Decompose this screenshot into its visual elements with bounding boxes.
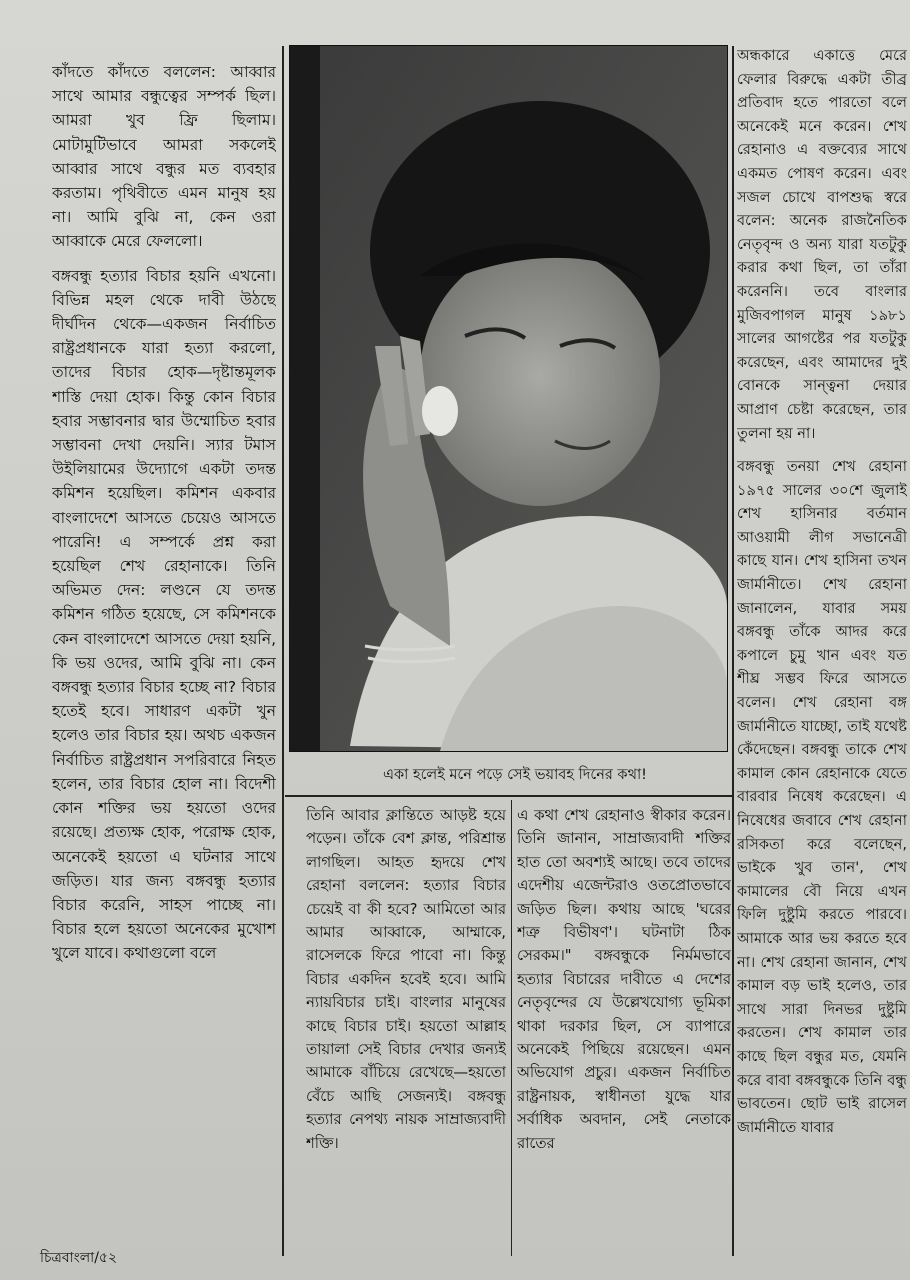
left-paragraph-1: কাঁদতে কাঁদতে বললেন: আব্বার সাথে আমার বন্ধুত্বের সম্পর্ক ছিল। আমরা খুব ফ্রি ছিলাম। মোটামুটিভাবে আমরা সকলেই আব্বার সাথে বন্ধুর মত ব্যবহার করতাম। পৃথিবীতে এমন মানুষ হয় না। আমি বুঝি না, কেন ওরা আব্বাকে মেরে ফেললো। bbox=[52, 63, 276, 251]
middle-1-text: তিনি আবার ক্লান্তিতে আড়ষ্ট হয়ে পড়েন। তাঁকে বেশ ক্লান্ত, পরিশ্রান্ত লাগছিল। আহত হৃদয়ে শেখ রেহানা বললেন: হত্যার বিচার চেয়েই বা কী হবে? আমিতো আর আমার আব্বাকে, আম্মাকে, রাসেলকে ফিরে পাবো না। কিন্তু বিচার একদিন হবেই হবে। আমি ন্যায়বিচার চাই। বাংলার মানুষের কাছে বিচার চাই। হয়তো আল্লাহ তায়ালা সেই বিচার দেখার জন্যই আমাকে বাঁচিয়ে রেখেছে—হয়তো বেঁচে আছি সেজন্যই। বঙ্গবন্ধু হত্যার নেপথ্য নায়ক সাম্রাজ্যবাদী শক্তি। bbox=[306, 807, 506, 1152]
middle-article-column-2 bbox=[517, 804, 731, 1259]
right-article-column bbox=[737, 44, 907, 1254]
left-column-divider bbox=[282, 46, 284, 1256]
middle-2-text: এ কথা শেখ রেহানাও স্বীকার করেন। তিনি জানান, সাম্রাজ্যবাদী শক্তির হাত তো অবশ্যই আছে। তবে তাদের এদেশীয় এজেন্টরাও ওতপ্রোতভাবে জড়িত ছিল। কথায় আছে 'ঘরের শত্রু বিভীষণ'। ঘটনাটা ঠিক সেরকম।" বঙ্গবন্ধুকে নির্মমভাবে হত্যার বিচারের দাবীতে এ দেশের নেতৃবৃন্দের যে উল্লেখযোগ্য ভূমিকা থাকা দরকার ছিল, সে ব্যাপারে অনেকেই পিছিয়ে রয়েছেন। এমন অভিযোগ প্রচুর। একজন নির্বাচিত রাষ্ট্রনায়ক, স্বাধীনতা যুদ্ধে যার সর্বাধিক অবদান, সেই নেতাকে রাতের bbox=[517, 807, 731, 1152]
page-footer-label: চিত্রবাংলা/৫২ bbox=[40, 1250, 118, 1266]
right-paragraph-2: বঙ্গবন্ধু তনয়া শেখ রেহানা ১৯৭৫ সালের ৩০শে জুলাই শেখ হাসিনার বর্তমান আওয়ামী লীগ সভানেত্রী কাছে যান। শেখ হাসিনা তখন জার্মানীতে। শেখ রেহানা জানালেন, যাবার সময় বঙ্গবন্ধু তাঁকে আদর করে কপালে চুমু খান এবং যত শীঘ্র সম্ভব ফিরে আসতে বলেন। শেখ রেহানা বঙ্গ জার্মানীতে যাচ্ছো, তাই যথেষ্ট কেঁদেছেন। বঙ্গবন্ধু তাকে শেখ কামাল কোন রেহানাকে যেতে বারবার নিষেধ করেছেন। এ নিষেধের জবাবে শেখ রেহানা রসিকতা করে বলেছেন, ভাইকে খুব তান', শেখ কামালের বৌ নিয়ে এখন ফিলি দুষ্টুমি করতে পারবে। আমাকে আর ভয় করতে হবে না। শেখ রেহানা জানান, শেখ কামাল বড় ভাই হলেও, তার সাথে সারা দিনভর দুষ্টুমি করতেন। শেখ কামাল তার কাছে ছিল বন্ধুর মত, যেমনি করে বাবা বঙ্গবন্ধুকে তিনি বন্ধু ভাবতেন। ছোট ভাই রাসেল জার্মানীতে যাবার bbox=[737, 458, 907, 1136]
portrait-illustration bbox=[290, 46, 727, 751]
middle-article-column-1 bbox=[306, 804, 506, 1259]
right-column-divider bbox=[732, 46, 734, 1256]
middle-column-divider bbox=[511, 800, 512, 1256]
left-paragraph-2: বঙ্গবন্ধু হত্যার বিচার হয়নি এখনো। বিভিন্ন মহল থেকে দাবী উঠছে দীর্ঘদিন থেকে—একজন নির্বাচিত রাষ্ট্রপ্রধানকে যারা হত্যা করলো, তাদের বিচার হোক—দৃষ্টান্তমূলক শাস্তি দেয়া হোক। কিন্তু কোন বিচার হবার সম্ভাবনার দ্বার উম্মোচিত হবার সম্ভাবনা দেখা দেয়নি। স্যার টমাস উইলিয়ামের উদ্যোগে একটা তদন্ত কমিশন হয়েছিল। কমিশন একবার বাংলাদেশে আসতে চেয়েও আসতে পারেনি! এ সম্পর্কে প্রশ্ন করা হয়েছিল শেখ রেহানাকে। তিনি অভিমত দেন: লণ্ডনে যে তদন্ত কমিশন গঠিত হয়েছে, সে কমিশনকে কেন বাংলাদেশে আসতে দেয়া হয়নি, কি ভয় ওদের, আমি বুঝি না। কেন বঙ্গবন্ধু হত্যার বিচার হচ্ছে না? বিচার হতেই হবে। সাধারণ একটা খুন হলেও তার বিচার হয়। অথচ একজন নির্বাচিত রাষ্ট্রপ্রধান সপরিবারে নিহত হলেন, তার বিচার হোল না। বিদেশী কোন শক্তির ভয় হয়তো ওদের রয়েছে। প্রত্যক্ষ হোক, পরোক্ষ হোক, অনেকেই হয়তো এ ঘটনার সাথে জড়িত। যার জন্য বঙ্গবন্ধু হত্যার বিচার করেনি, সাহস পাচ্ছে না। বিচার হলে হয়তো অনেকের মুখোশ খুলে যাবে। কথাগুলো বলে bbox=[52, 266, 276, 963]
right-paragraph-1: অন্ধকারে একাত্তে মেরে ফেলার বিরুদ্ধে একটা তীব্র প্রতিবাদ হতে পারতো বলে অনেকেই মনে করেন। শেখ রেহানাও এ বক্তব্যের সাথে একমত পোষণ করেন। এবং সজল চোখে বাপশুদ্ধ স্বরে বলেন: অনেক রাজনৈতিক নেতৃবৃন্দ ও অন্য যারা যতটুকু করার কথা ছিল, তা তাঁরা করেননি। তবে বাংলার মুজিবপাগল মানুষ ১৯৮১ সালের আগষ্টের পর যতটুকু করেছেন, এবং আমাদের দুই বোনকে সান্ত্বনা দেয়ার আপ্রাণ চেষ্টা করেছেন, তার তুলনা হয় না। bbox=[737, 47, 907, 442]
portrait-photo bbox=[289, 45, 728, 752]
left-article-column bbox=[52, 60, 276, 1240]
photo-caption: একা হলেই মনে পড়ে সেই ভয়াবহ দিনের কথা! bbox=[382, 767, 647, 783]
caption-divider bbox=[285, 795, 732, 797]
